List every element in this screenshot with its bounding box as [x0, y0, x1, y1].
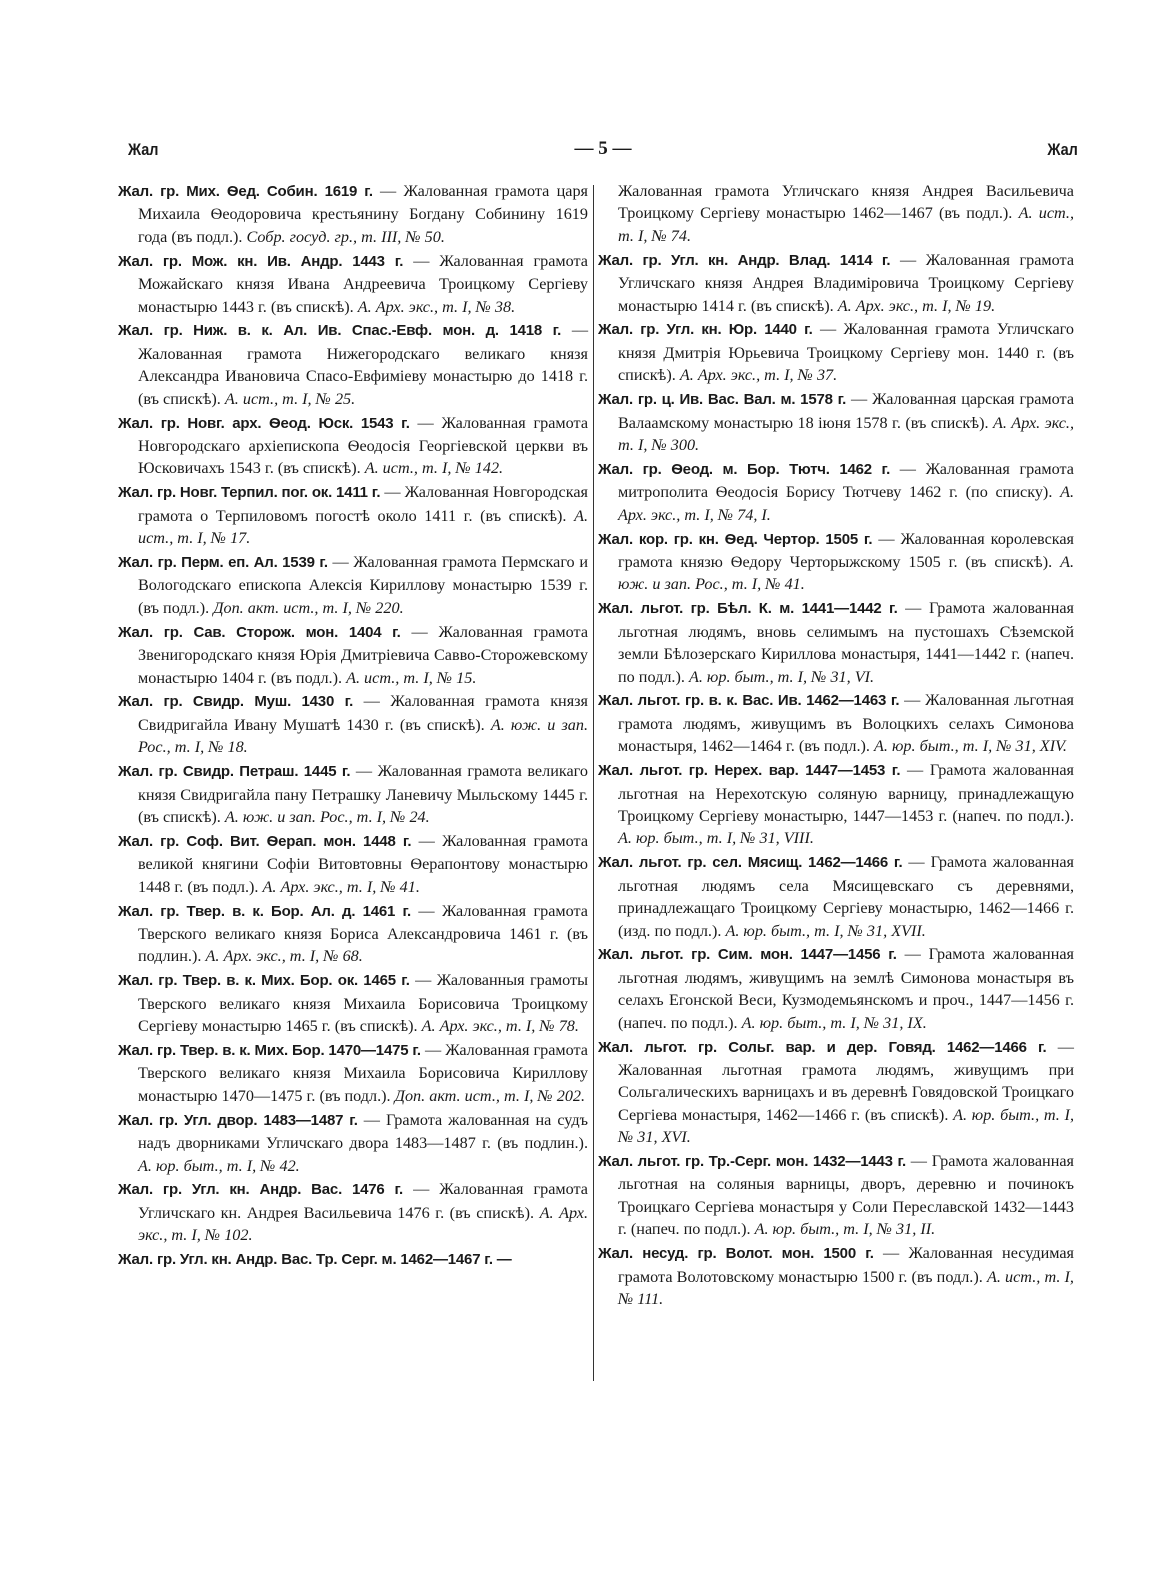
entry-source-reference: А. юр. быт., т. I, № 31, XIV.: [874, 737, 1067, 756]
entry-source-reference: Доп. акт. ист., т. I, № 202.: [394, 1086, 586, 1105]
index-entry: [118, 1248, 588, 1271]
entry-heading: Жал. гр. Ниж. в. к. Ал. Ив. Спас.-Евф. мон. д. 1418 г.: [118, 322, 562, 340]
index-entry: [598, 759, 1074, 850]
entry-heading: Жал. льгот. гр. Бѣл. К. м. 1441—1442 г.: [598, 600, 898, 618]
entry-description: — Жалованная грамота Угличскаго князя Андрея Владиміровича Троицкому Сергіеву монастырю 1414 г. (въ спискѣ).: [618, 250, 1074, 315]
entry-source-reference: А. Арх. экс., т. I, № 37.: [679, 366, 838, 385]
index-entry: [118, 481, 588, 549]
index-entry: [598, 851, 1074, 942]
entry-description: — Жалованная грамота Новгородскаго архіепископа Ѳеодосія Георгіевской церкви въ Юсковичахъ 1543 г. (въ спискѣ).: [138, 413, 589, 478]
index-entry: [598, 458, 1074, 526]
entry-source-reference: А. ист., т. I, № 25.: [224, 389, 356, 408]
entry-heading: Жал. гр. Угл. кн. Андр. Вас. Тр. Серг. м. 1462—1467 г. —: [118, 1251, 512, 1269]
page-header: [128, 140, 1078, 168]
entry-source-reference: А. юр. быт., т. I, № 31, XVI.: [618, 1105, 1074, 1147]
entry-heading: Жал. льгот. гр. Сим. мон. 1447—1456 г.: [598, 946, 897, 964]
entry-source-reference: А. юр. быт., т. I, № 31, XVII.: [725, 921, 926, 940]
entry-description: — Жалованная грамота Угличскаго князя Дмитрія Юрьевича Троицкому Сергіеву мон. 1440 г. (въ спискѣ).: [618, 320, 1074, 385]
entry-description: — Жалованная грамота Тверского великаго князя Бориса Александровича 1461 г. (въ подлин.).: [138, 901, 588, 966]
entry-heading: Жал. гр. Угл. кн. Андр. Вас. 1476 г.: [118, 1181, 404, 1199]
index-entry: [118, 1178, 588, 1246]
entry-description: — Жалованная Новгородская грамота о Терпиловомъ погостѣ около 1411 г. (въ спискѣ).: [138, 483, 588, 525]
entry-description: — Жалованная грамота Угличскаго кн. Андрея Васильевича 1476 г. (въ спискѣ).: [138, 1180, 588, 1222]
entry-description: — Жалованная грамота князя Свидригайла Ивану Мушатѣ 1430 г. (въ спискѣ).: [138, 692, 589, 734]
index-entry: [118, 412, 588, 480]
index-entry: [598, 689, 1074, 757]
index-entry: [598, 1150, 1074, 1241]
entry-heading: Жал. гр. Соф. Вит. Ѳерап. мон. 1448 г.: [118, 832, 412, 850]
entry-description: — Жалованная грамота великой княгини Софіи Витовтовны Ѳерапонтову монастырю 1448 г. (въ подл.).: [138, 831, 589, 896]
index-entry: [598, 528, 1074, 596]
entry-heading: Жал. гр. Перм. еп. Ал. 1539 г.: [118, 554, 328, 571]
index-entry: [118, 830, 588, 898]
entry-heading: Жал. гр. Новг. арх. Ѳеод. Юск. 1543 г.: [118, 414, 410, 432]
entry-description: — Грамота жалованная на судъ надъ дворниками Угличскаго двора 1483—1487 г. (въ подлин.).: [138, 1110, 588, 1153]
entry-description: — Жалованная королевская грамота князю Ѳедору Черторыжскому 1505 г. (въ спискѣ).: [618, 529, 1075, 571]
entry-heading: Жал. гр. Свидр. Петраш. 1445 г.: [118, 763, 351, 781]
index-entry: [118, 1039, 588, 1107]
entry-source-reference: Доп. акт. ист., т. I, № 220.: [213, 598, 404, 617]
entry-source-reference: А. ист., т. I, № 74.: [618, 204, 1074, 245]
entry-heading: Жал. льгот. гр. в. к. Вас. Ив. 1462—1463 г.: [598, 692, 900, 710]
entry-description: — Жалованная грамота Можайскаго князя Ивана Андреевича Троицкому Сергіеву монастырю 1443 г. (въ спискѣ).: [138, 251, 588, 316]
index-entry: [118, 250, 588, 318]
index-entry: [118, 621, 588, 689]
entry-source-reference: А. ист., т. I, № 111.: [618, 1267, 1074, 1308]
entry-heading: Жал. гр. Сав. Сторож. мон. 1404 г.: [118, 623, 401, 641]
entry-source-reference: А. Арх. экс., т. I, № 74, I.: [618, 483, 1074, 524]
entry-heading: Жал. льгот. гр. Сольг. вар. и дер. Говяд. 1462—1466 г.: [598, 1038, 1047, 1056]
entry-heading: Жал. гр. Твер. в. к. Мих. Бор. 1470—1475 г.: [118, 1042, 421, 1060]
page-number: — 5 —: [574, 138, 632, 159]
entry-source-reference: А. юж. и зап. Рос., т. I, № 41.: [618, 553, 1074, 594]
column-divider: [593, 185, 594, 1381]
entry-description: — Жалованная грамота митрополита Ѳеодосія Борису Тютчеву 1462 г. (по списку).: [618, 459, 1074, 502]
entry-source-reference: Собр. госуд. гр., т. III, № 50.: [246, 227, 445, 246]
entry-heading: Жал. несуд. гр. Волот. мон. 1500 г.: [598, 1245, 874, 1263]
entry-description: Жалованная грамота Угличскаго князя Андрея Васильевича Троицкому Сергіеву монастырю 1462—1467 (въ подл.).: [618, 182, 1074, 223]
index-entry: [598, 597, 1074, 688]
index-entry: [598, 1242, 1074, 1310]
entry-description: — Грамота жалованная льготная людямъ села Мясищевскаго съ деревнями, принадлежащаго Троицкому Сергіеву монастырю, 1462—1466 г. (изд. по подл.).: [618, 853, 1074, 940]
entry-heading: Жал. гр. Мож. кн. Ив. Андр. 1443 г.: [118, 252, 404, 270]
entry-description: — Грамота жалованная льготная людямъ, вновь селимымъ на пустошахъ Сѣземской земли Бѣлозерскаго Кириллова монастыря, 1441—1442 г. (напеч. по подл.).: [618, 599, 1074, 686]
entry-description: — Жалованныя грамоты Тверского великаго князя Михаила Борисовича Троицкому Сергіеву монастырю 1465 г. (въ спискѣ).: [138, 971, 588, 1036]
entry-source-reference: А. юр. быт., т. I, № 31, II.: [754, 1220, 936, 1239]
index-entry: [118, 760, 588, 828]
running-head-right: Жал: [1047, 140, 1078, 159]
index-entry: [118, 969, 588, 1037]
index-entry: [598, 388, 1074, 456]
entry-source-reference: А. Арх. экс., т. I, № 19.: [837, 296, 996, 315]
entry-description: — Жалованная грамота царя Михаила Ѳеодоровича крестьянину Богдану Собинину 1619 года (въ подл.).: [138, 182, 588, 246]
entry-description: — Жалованная грамота Тверского великаго князя Михаила Борисовича Кириллову монастырю 1470—1475 г. (въ подл.).: [138, 1041, 588, 1105]
entry-heading: Жал. гр. Угл. двор. 1483—1487 г.: [118, 1111, 358, 1129]
index-entry: [598, 249, 1074, 317]
entry-description: — Грамота жалованная льготная на Нерехотскую соляную варницу, принадлежащую Троицкому Сергіеву монастырю, 1447—1453 г. (напеч. по подл.).: [618, 761, 1074, 825]
running-head-left: Жал: [128, 140, 159, 159]
entry-heading: Жал. гр. Твер. в. к. Бор. Ал. д. 1461 г.: [118, 902, 411, 920]
entry-heading: Жал. гр. Угл. кн. Юр. 1440 г.: [598, 321, 813, 339]
entry-description: — Грамота жалованная льготная на соляныя варницы, дворъ, деревню и починокъ Троицкаго Сергіева монастыря у Соли Переславской 1432—1443 г. (напеч. по подл.).: [618, 1152, 1074, 1239]
entry-description: — Жалованная несудимая грамота Волотовскому монастырю 1500 г. (въ подл.).: [618, 1244, 1074, 1286]
entry-heading: Жал. кор. гр. кн. Ѳед. Чертор. 1505 г.: [598, 530, 873, 548]
index-entry: [598, 180, 1074, 247]
index-entry: [118, 319, 588, 410]
entry-heading: Жал. гр. ц. Ив. Вас. Вал. м. 1578 г.: [598, 391, 847, 409]
right-column: [598, 180, 1074, 1312]
entry-description: — Жалованная грамота великаго князя Свидригайла пану Петрашку Ланевичу Мыльскому 1445 г. (въ спискѣ).: [138, 762, 588, 826]
entry-description: — Грамота жалованная льготная людямъ, живущимъ на землѣ Симонова монастыря въ селахъ Егонской Веси, Кузмодемьянскомъ и проч., 1447—1456 г. (напеч. по подл.).: [618, 945, 1074, 1032]
entry-description: — Жалованная льготная грамота людямъ, живущимъ при Сольгалическихъ варницахъ и въ деревнѣ Говядовской Троицкаго Сергіева монастыря, 1462—1466 г. (въ спискѣ).: [618, 1037, 1074, 1124]
entry-source-reference: А. Арх. экс., т. I, № 38.: [357, 297, 516, 316]
entry-heading: Жал. льгот. гр. Тр.-Серг. мон. 1432—1443 г.: [598, 1153, 907, 1171]
left-column: [118, 180, 588, 1273]
entry-description: — Жалованная грамота Нижегородскаго великаго князя Александра Ивановича Спасо-Евфиміеву монастырю до 1418 г. (въ спискѣ).: [138, 321, 589, 408]
index-entry: [118, 551, 588, 619]
entry-source-reference: А. Арх. экс., т. I, № 78.: [421, 1017, 579, 1036]
index-entry: [118, 900, 588, 968]
index-entry: [598, 1036, 1074, 1149]
entry-heading: Жал. гр. Угл. кн. Андр. Влад. 1414 г.: [598, 251, 891, 269]
entry-source-reference: А. Арх. экс., т. I, № 68.: [205, 947, 363, 966]
entry-heading: Жал. гр. Свидр. Муш. 1430 г.: [118, 693, 354, 711]
entry-heading: Жал. льгот. гр. Нерех. вар. 1447—1453 г.: [598, 762, 901, 780]
entry-source-reference: А. ист., т. I, № 17.: [138, 506, 588, 548]
entry-description: — Жалованная грамота Звенигородскаго князя Юрія Дмитріевича Савво-Сторожевскому монастырю 1404 г. (въ подл.).: [138, 622, 589, 687]
entry-source-reference: А. юр. быт., т. I, № 31, VI.: [688, 667, 875, 686]
index-entry: [598, 943, 1074, 1034]
entry-source-reference: А. юж. и зап. Рос., т. I, № 24.: [224, 807, 430, 826]
entry-source-reference: А. юр. быт., т. I, № 31, VIII.: [618, 829, 814, 848]
entry-source-reference: А. юр. быт., т. I, № 31, IX.: [741, 1013, 927, 1032]
entry-source-reference: А. Арх. экс., т. I, № 41.: [262, 877, 420, 896]
entry-heading: Жал. гр. Мих. Ѳед. Собин. 1619 г.: [118, 183, 373, 200]
entry-heading: Жал. гр. Новг. Терпил. пог. ок. 1411 г.: [118, 484, 381, 502]
entry-heading: Жал. гр. Твер. в. к. Мих. Бор. ок. 1465 г.: [118, 972, 410, 990]
entry-source-reference: А. юр. быт., т. I, № 42.: [138, 1156, 300, 1175]
entry-source-reference: А. ист., т. I, № 15.: [346, 668, 477, 687]
index-entry: [118, 690, 588, 758]
entry-description: — Жалованная грамота Пермскаго и Вологодскаго епископа Алексія Кириллову монастырю 1539 г. (въ подл.).: [138, 553, 588, 617]
entry-source-reference: А. юж. и зап. Рос., т. I, № 18.: [138, 715, 588, 757]
entry-heading: Жал. гр. Ѳеод. м. Бор. Тютч. 1462 г.: [598, 460, 891, 478]
index-entry: [118, 1109, 588, 1177]
entry-description: — Жалованная льготная грамота людямъ, живущимъ въ Волоцкихъ селахъ Симонова монастыря, 1462—1464 г. (въ подл.).: [618, 691, 1074, 756]
entry-source-reference: А. Арх. экс., т. I, № 102.: [138, 1203, 588, 1245]
entry-description: — Жалованная царская грамота Валаамскому монастырю 18 іюня 1578 г. (въ спискѣ).: [618, 390, 1074, 432]
entry-source-reference: А. ист., т. I, № 142.: [364, 459, 504, 478]
index-entry: [598, 318, 1074, 386]
entry-heading: Жал. льгот. гр. сел. Мясищ. 1462—1466 г.: [598, 854, 903, 872]
entry-source-reference: А. Арх. экс., т. I, № 300.: [618, 413, 1074, 454]
index-entry: [118, 180, 588, 248]
